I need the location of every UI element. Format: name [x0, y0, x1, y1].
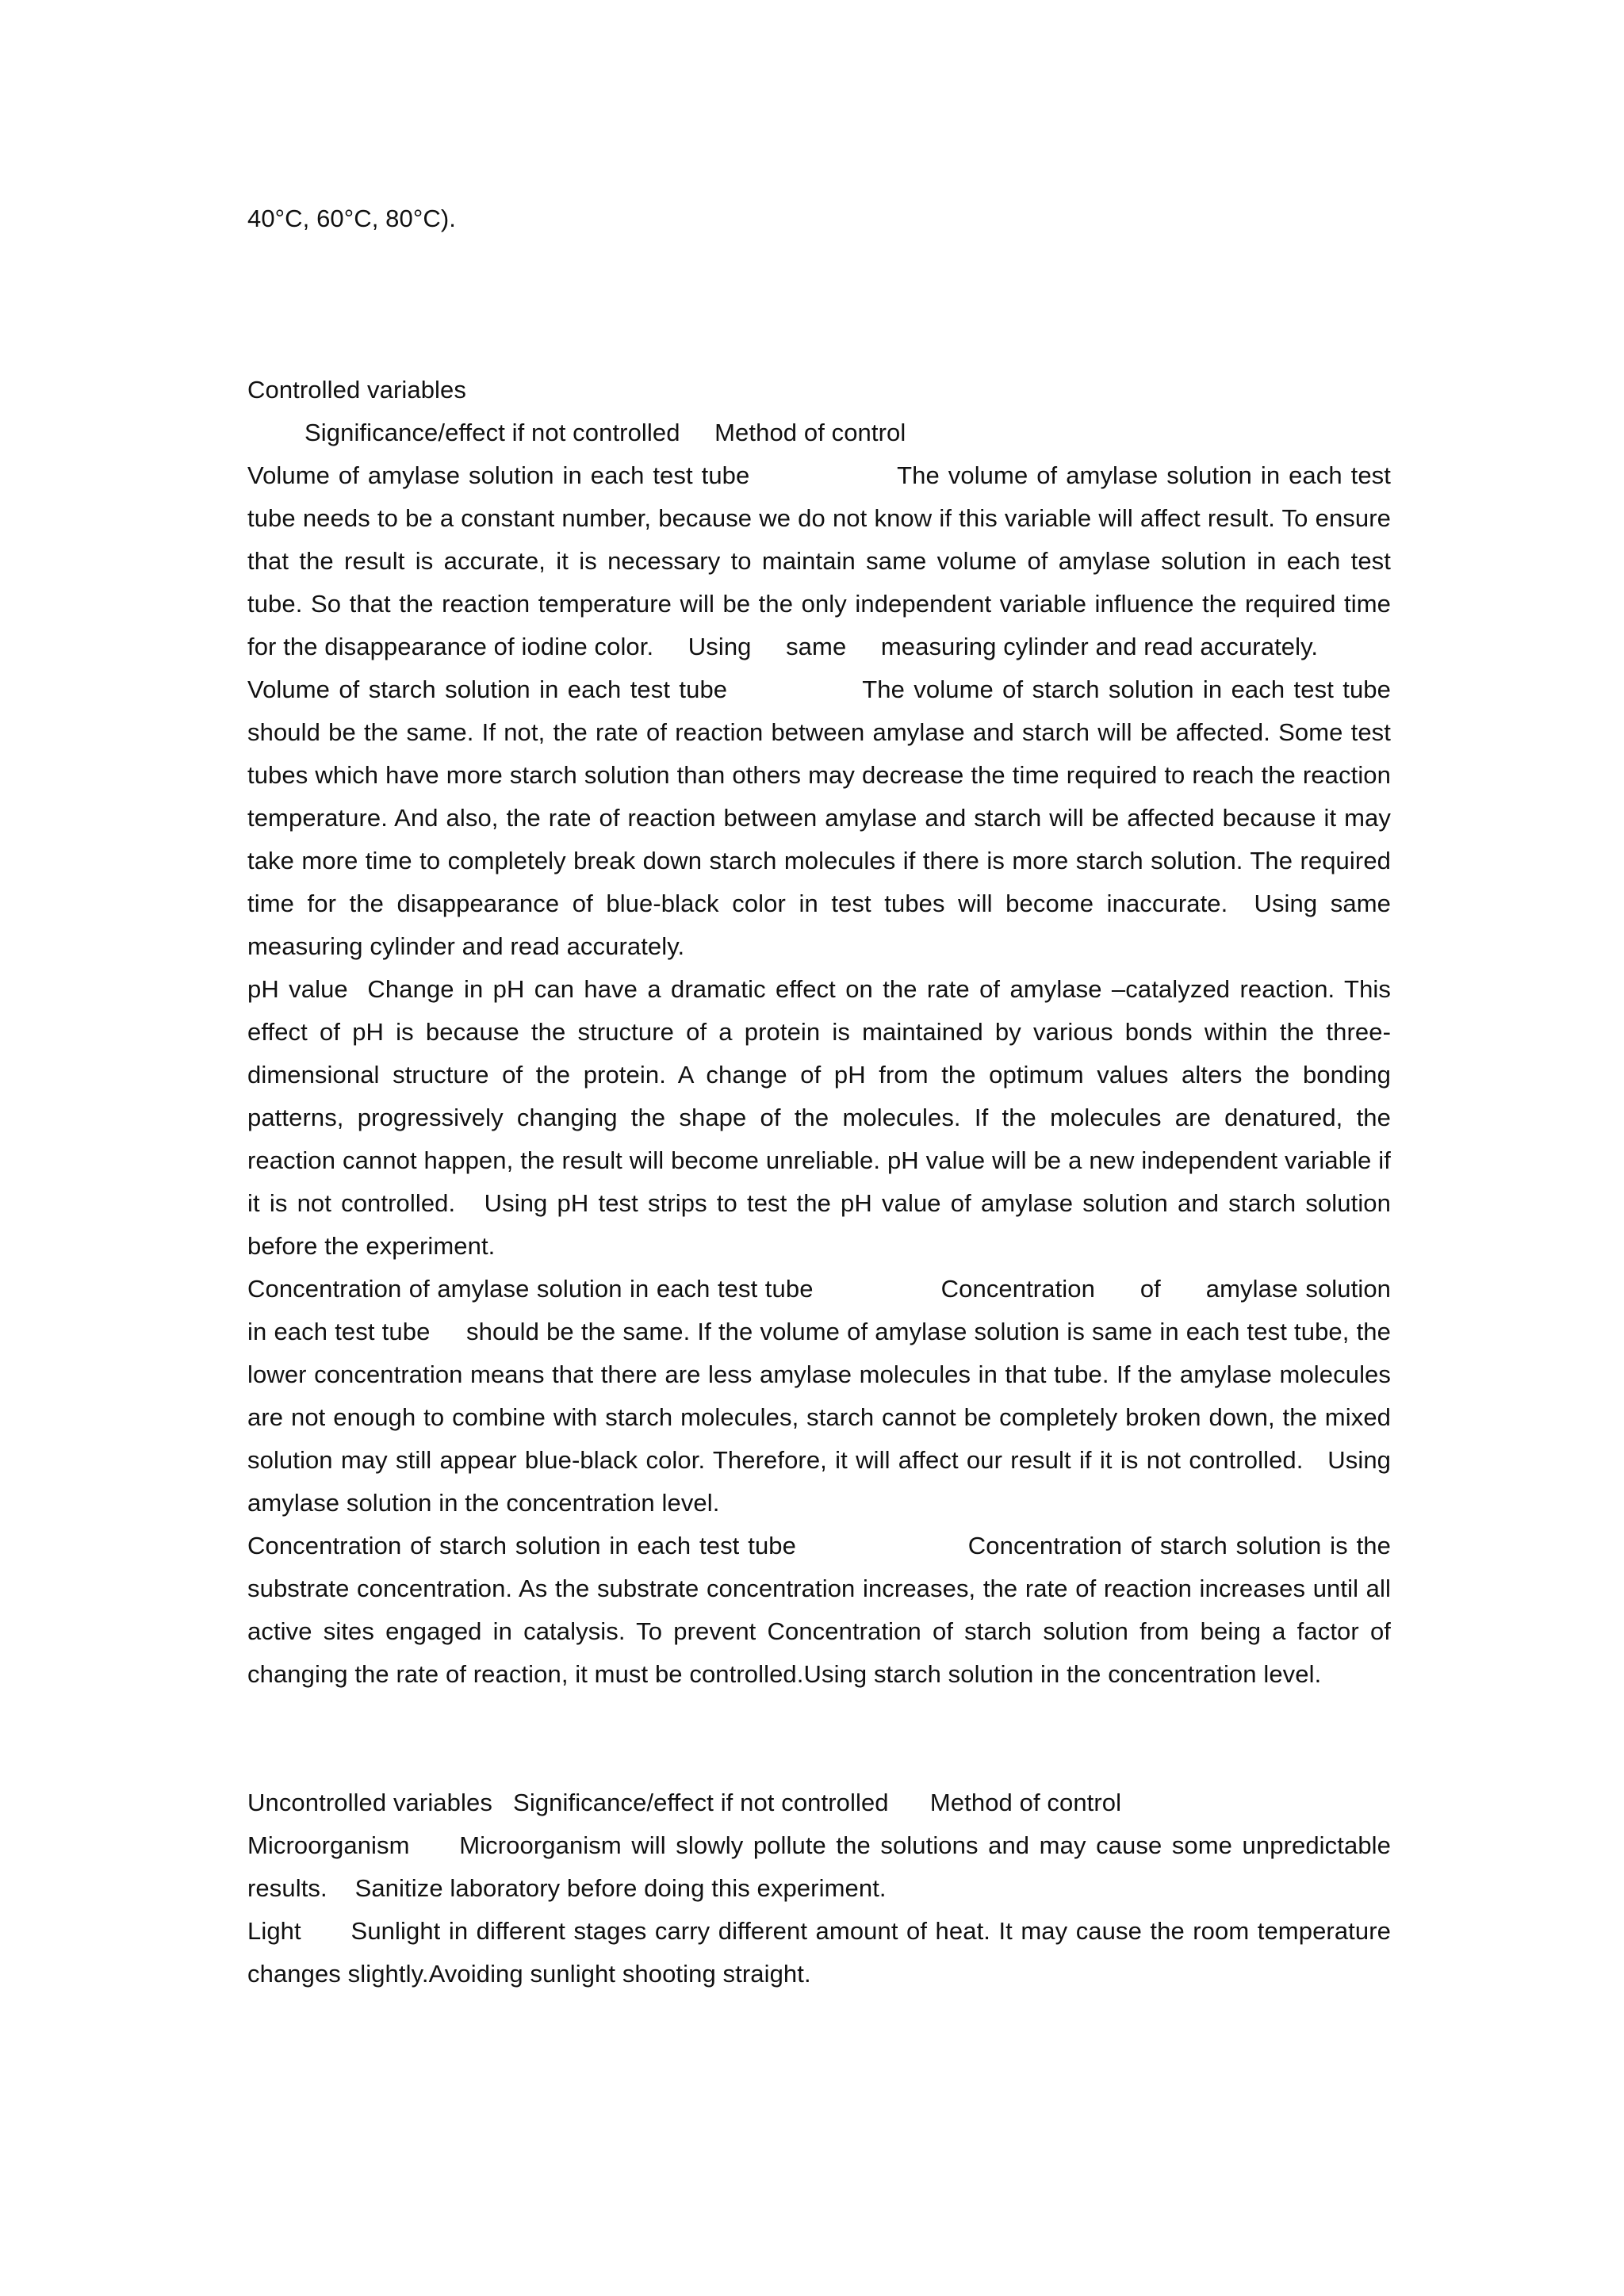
- controlled-variables-heading: Controlled variables: [247, 376, 466, 404]
- section-spacer: [247, 240, 1391, 369]
- controlled-item-amylase-volume: Volume of amylase solution in each test tube The volume of amylase solution in each test tube needs to be a constant number, because we do not know if this variable will affect result. To ensure that the result is accurate, it is necessary to maintain same volume of amylase solution in each test tube. So that the reaction temperature will be the only independent variable influence the required time for the disappearance of iodine color. Using same measuring cylinder and read accurately.: [247, 461, 1391, 660]
- document-body: [247, 197, 1391, 1996]
- controlled-item-starch-concentration: Concentration of starch solution in each test tube Concentration of starch solution is the substrate concentration. As the substrate concentration increases, the rate of reaction increases until all active sites engaged in catalysis. To prevent Concentration of starch solution from being a factor of changing the rate of reaction, it must be controlled.Using starch solution in the concentration level.: [247, 1532, 1391, 1688]
- uncontrolled-variables-heading: Uncontrolled variables Significance/effect if not controlled Method of control: [247, 1789, 1122, 1816]
- controlled-item-amylase-concentration: Concentration of amylase solution in each test tube Concentration of amylase solution in each test tube should be the same. If the volume of amylase solution is same in each test tube, the lower concentration means that there are less amylase molecules in that tube. If the amylase molecules are not enough to combine with starch molecules, starch cannot be completely broken down, the mixed solution may still appear blue-black color. Therefore, it will affect our result if it is not controlled. Using amylase solution in the concentration level.: [247, 1275, 1391, 1517]
- section-spacer: [247, 1696, 1391, 1781]
- controlled-variables-columns: Significance/effect if not controlled Method of control: [304, 419, 906, 446]
- controlled-item-starch-volume: Volume of starch solution in each test tube The volume of starch solution in each test tube should be the same. If not, the rate of reaction between amylase and starch will be affected. Some test tubes which have more starch solution than others may decrease the time required to reach the reaction temperature. And also, the rate of reaction between amylase and starch will be affected because it may take more time to completely break down starch molecules if there is more starch solution. The required time for the disappearance of blue-black color in test tubes will become inaccurate. Using same measuring cylinder and read accurately.: [247, 675, 1391, 960]
- intro-line: 40°C, 60°C, 80°C).: [247, 205, 456, 232]
- uncontrolled-item-microorganism: Microorganism Microorganism will slowly pollute the solutions and may cause some unpredictable results. Sanitize laboratory before doing this experiment.: [247, 1831, 1391, 1902]
- uncontrolled-item-light: Light Sunlight in different stages carry different amount of heat. It may cause the room temperature changes slightly.Avoiding sunlight shooting straight.: [247, 1917, 1391, 1988]
- controlled-item-ph-value: pH value Change in pH can have a dramatic effect on the rate of amylase –catalyzed reaction. This effect of pH is because the structure of a protein is maintained by various bonds within the three-dimensional structure of the protein. A change of pH from the optimum values alters the bonding patterns, progressively changing the shape of the molecules. If the molecules are denatured, the reaction cannot happen, the result will become unreliable. pH value will be a new independent variable if it is not controlled. Using pH test strips to test the pH value of amylase solution and starch solution before the experiment.: [247, 975, 1391, 1260]
